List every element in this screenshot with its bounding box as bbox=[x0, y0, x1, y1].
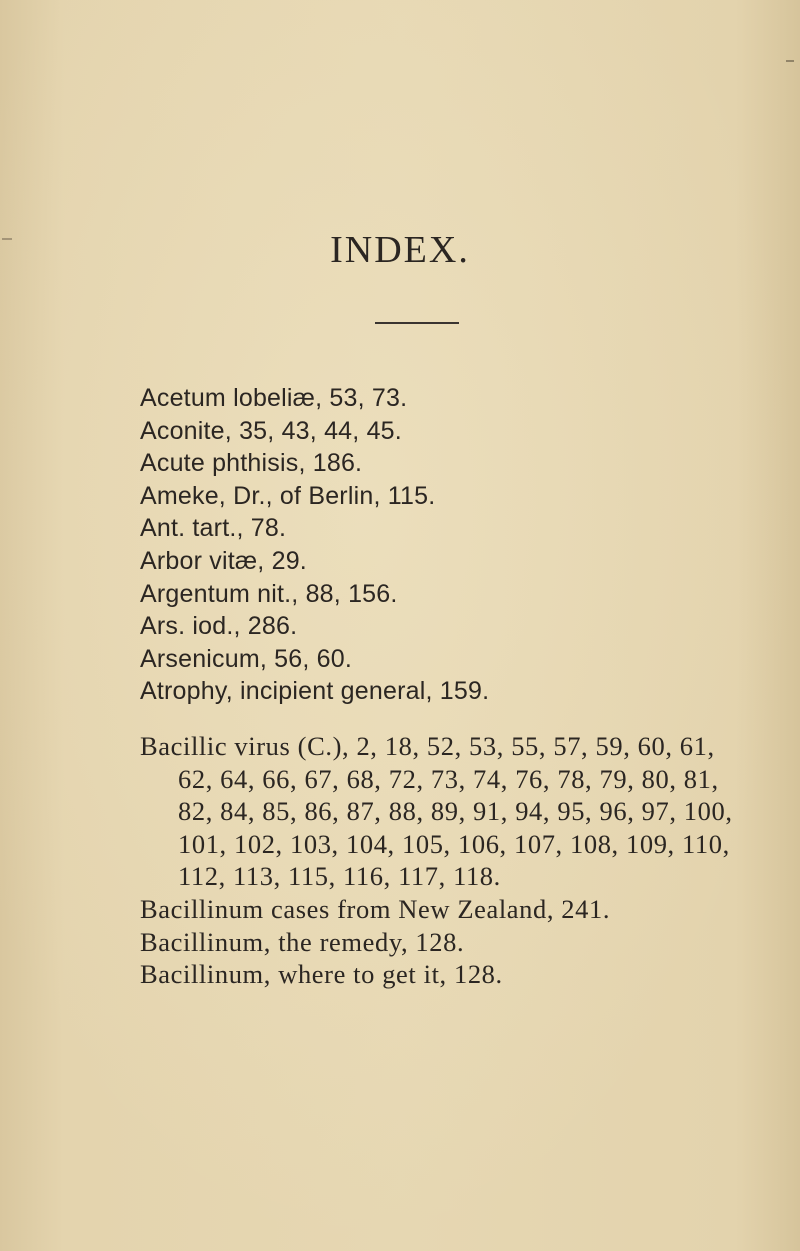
index-entry: Ant. tart., 78. bbox=[140, 514, 287, 543]
index-entry: Atrophy, incipient general, 159. bbox=[140, 677, 490, 706]
index-entry: Bacillinum, where to get it, 128. bbox=[140, 959, 503, 990]
title-rule bbox=[375, 322, 459, 324]
index-entry: Argentum nit., 88, 156. bbox=[140, 579, 398, 608]
page-title: INDEX. bbox=[330, 229, 470, 271]
index-entries bbox=[140, 382, 760, 991]
index-entry: Ars. iod., 286. bbox=[140, 612, 298, 641]
index-entry: Bacillinum cases from New Zealand, 241. bbox=[140, 893, 611, 924]
page-edge-mark bbox=[786, 60, 794, 62]
index-entry: Arbor vitæ, 29. bbox=[140, 546, 307, 575]
index-entry: Ameke, Dr., of Berlin, 115. bbox=[140, 481, 436, 510]
group-spacer bbox=[140, 708, 760, 730]
index-entry: Acute phthisis, 186. bbox=[140, 449, 363, 478]
index-entry: Aconite, 35, 43, 44, 45. bbox=[140, 416, 402, 445]
index-entry: Acetum lobeliæ, 53, 73. bbox=[140, 384, 408, 412]
index-entry: Arsenicum, 56, 60. bbox=[140, 644, 353, 673]
index-entry: Bacillic virus (C.), 2, 18, 52, 53, 55, 57, 59, 60, 61, 62, 64, 66, 67, 68, 72, 73, 74, 76, 78, 79, 80, 81, 82, 84, 85, 86, 87, 88, 89, 91, 94, 95, 96, 97, 100, 101, 102, 103, 104, 105, 106, 107, 108, 109, 110, 112, 113, 115, 116, 117, 118. bbox=[140, 730, 733, 892]
index-entry: Bacillinum, the remedy, 128. bbox=[140, 926, 465, 957]
